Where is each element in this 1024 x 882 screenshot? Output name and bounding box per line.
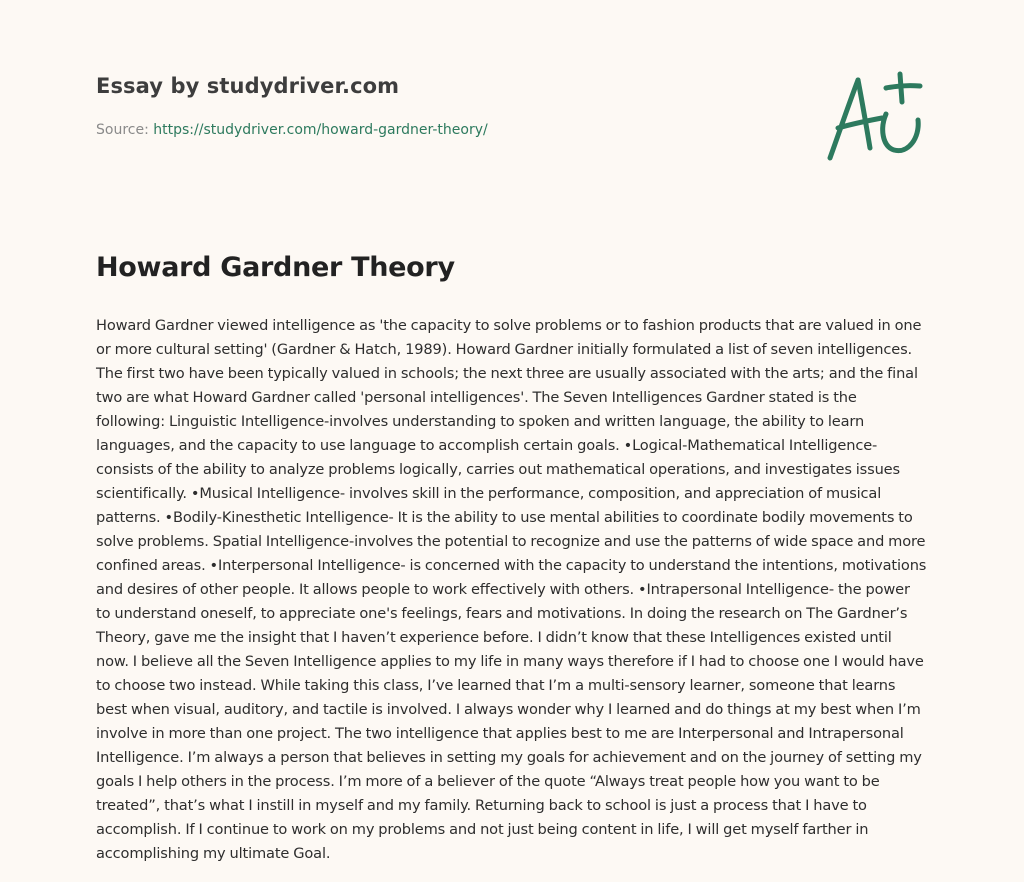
page-header xyxy=(96,74,796,138)
essay-title: Howard Gardner Theory xyxy=(96,252,455,283)
essay-body: Howard Gardner viewed intelligence as 'the capacity to solve problems or to fashion products that are valued in one or more cultural setting' (Gardner & Hatch, 1989). Howard Gardner initially formulated a list of seven intelligences. The first two have been typically valued in schools; the next three are usually associated with the arts; and the final two are what Howard Gardner called 'personal intelligences'. The Seven Intelligences Gardner stated is the following: Linguistic Intelligence-involves understanding to spoken and written language, the ability to learn languages, and the capacity to use language to accomplish certain goals. •Logical-Mathematical Intelligence-consists of the ability to analyze problems logically, carries out mathematical operations, and investigates issues scientifically. •Musical Intelligence- involves skill in the performance, composition, and appreciation of musical patterns. •Bodily-Kinesthetic Intelligence- It is the ability to use mental abilities to coordinate bodily movements to solve problems. Spatial Intelligence-involves the potential to recognize and use the patterns of wide space and more confined areas. •Interpersonal Intelligence- is concerned with the capacity to understand the intentions, motivations and desires of other people. It allows people to work effectively with others. •Intrapersonal Intelligence- the power to understand oneself, to appreciate one's feelings, fears and motivations. In doing the research on The Gardner’s Theory, gave me the insight that I haven’t experience before. I didn’t know that these Intelligences existed until now. I believe all the Seven Intelligence applies to my life in many ways therefore if I had to choose one I would have to choose two instead. While taking this class, I’ve learned that I’m a multi-sensory learner, someone that learns best when visual, auditory, and tactile is involved. I always wonder why I learned and do things at my best when I’m involve in more than one project. The two intelligence that applies best to me are Interpersonal and Intrapersonal Intelligence. I’m always a person that believes in setting my goals for achievement and on the journey of setting my goals I help others in the process. I’m more of a believer of the quote “Always treat people how you want to be treated”, that’s what I instill in myself and my family. Returning back to school is just a process that I have to accomplish. If I continue to work on my problems and not just being content in life, I will get myself farther in accomplishing my ultimate Goal. xyxy=(96,317,927,862)
source-line xyxy=(96,122,796,138)
source-link[interactable]: https://studydriver.com/howard-gardner-theory/ xyxy=(153,122,488,138)
a-plus-icon xyxy=(820,66,930,166)
source-label: Source: xyxy=(96,122,154,138)
site-title: Essay by studydriver.com xyxy=(96,74,400,98)
